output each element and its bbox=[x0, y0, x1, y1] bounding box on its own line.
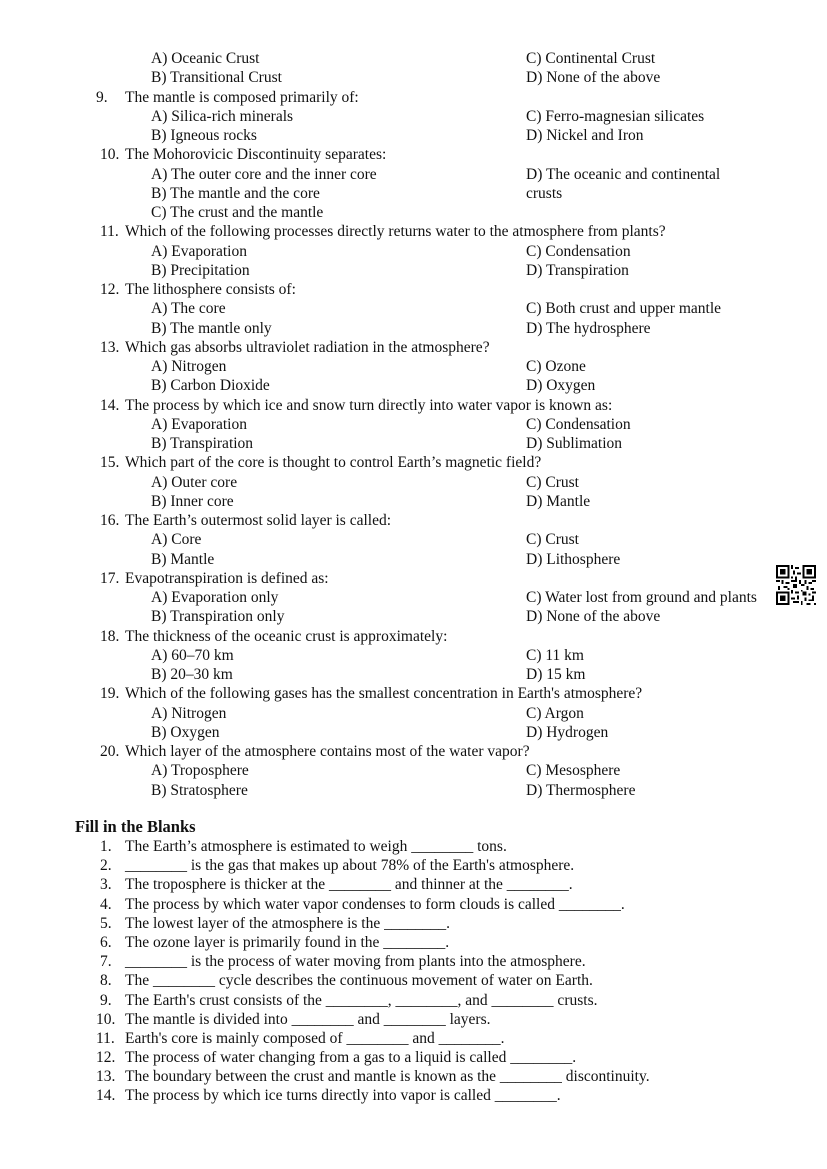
item-number: 14. bbox=[96, 1087, 116, 1105]
options-row bbox=[0, 646, 827, 665]
question-text: Which part of the core is thought to control Earth’s magnetic field? bbox=[125, 454, 542, 472]
item-number: 8. bbox=[100, 972, 112, 990]
option-c: C) Continental Crust bbox=[526, 50, 656, 67]
option-c: C) Mesosphere bbox=[526, 762, 621, 780]
option-d: D) Sublimation bbox=[526, 435, 623, 452]
question-text: The mantle is composed primarily of: bbox=[125, 88, 359, 106]
list-item bbox=[0, 856, 827, 875]
options-row bbox=[0, 588, 827, 607]
fill-in-blanks-heading: Fill in the Blanks bbox=[75, 817, 196, 836]
options-row bbox=[0, 434, 827, 453]
question-text: Which of the following gases has the smallest concentration in Earth's atmosphere? bbox=[125, 685, 643, 703]
item-number: 12. bbox=[96, 1049, 116, 1067]
list-item bbox=[0, 914, 827, 933]
item-text: The process of water changing from a gas to a liquid is called ________. bbox=[125, 1049, 577, 1067]
item-text: The Earth’s atmosphere is estimated to weigh ________ tons. bbox=[125, 838, 507, 855]
item-text: The troposphere is thicker at the ________ and thinner at the ________. bbox=[125, 876, 573, 894]
list-item bbox=[0, 1048, 827, 1067]
item-text: The mantle is divided into ________ and ________ layers. bbox=[125, 1010, 491, 1028]
options-row bbox=[0, 665, 827, 684]
option-c: C) Crust bbox=[526, 473, 579, 491]
option-a: A) The core bbox=[151, 300, 226, 318]
item-number: 9. bbox=[100, 991, 112, 1009]
options-row bbox=[0, 704, 827, 723]
options-row bbox=[0, 530, 827, 549]
option-b: B) Inner core bbox=[151, 492, 234, 510]
item-number: 7. bbox=[100, 953, 112, 971]
option-b: B) Transitional Crust bbox=[151, 69, 282, 87]
list-item bbox=[0, 875, 827, 894]
option-d: D) Lithosphere bbox=[526, 550, 621, 568]
option-a: A) Nitrogen bbox=[151, 358, 227, 375]
option-a: A) Evaporation bbox=[151, 415, 247, 433]
item-text: The process by which ice turns directly into vapor is called ________. bbox=[125, 1087, 561, 1105]
question-number: 15. bbox=[100, 454, 120, 472]
option-d: D) The hydrosphere bbox=[526, 319, 651, 337]
options-row bbox=[0, 357, 827, 376]
question-row bbox=[0, 684, 827, 703]
option-c: C) Condensation bbox=[526, 415, 631, 433]
question-number: 18. bbox=[100, 627, 120, 645]
option-a: A) Oceanic Crust bbox=[151, 50, 260, 67]
option-d: D) Thermosphere bbox=[526, 781, 636, 799]
question-text: The lithosphere consists of: bbox=[125, 281, 296, 298]
option-a: A) Evaporation only bbox=[151, 589, 279, 606]
question-number: 14. bbox=[100, 396, 120, 414]
item-text: The boundary between the crust and mantle is known as the ________ discontinuity. bbox=[125, 1068, 650, 1086]
option-d: D) Nickel and Iron bbox=[526, 127, 644, 144]
item-number: 5. bbox=[100, 914, 112, 932]
options-row bbox=[0, 492, 827, 511]
item-number: 2. bbox=[100, 857, 112, 875]
option-a: A) Evaporation bbox=[151, 242, 247, 260]
options-row bbox=[0, 203, 827, 222]
question-text: Evapotranspiration is defined as: bbox=[125, 569, 329, 587]
multiple-choice-section bbox=[0, 49, 827, 800]
question-number: 17. bbox=[100, 569, 120, 587]
question-row bbox=[0, 396, 827, 415]
question-text: The process by which ice and snow turn directly into water vapor is known as: bbox=[125, 396, 613, 414]
item-number: 11. bbox=[96, 1029, 115, 1047]
question-number: 16. bbox=[100, 512, 120, 529]
option-a: A) Nitrogen bbox=[151, 704, 227, 722]
option-c: C) Argon bbox=[526, 704, 584, 722]
option-d-continued: crusts bbox=[526, 184, 563, 202]
options-row bbox=[0, 261, 827, 280]
question-number: 13. bbox=[100, 338, 120, 356]
option-c: C) Crust bbox=[526, 531, 579, 549]
option-c: C) Both crust and upper mantle bbox=[526, 300, 721, 318]
option-b: B) 20–30 km bbox=[151, 666, 233, 683]
list-item bbox=[0, 1010, 827, 1029]
item-number: 13. bbox=[96, 1068, 116, 1086]
option-a: A) Core bbox=[151, 531, 202, 549]
option-b: B) Stratosphere bbox=[151, 781, 248, 799]
option-d: D) The oceanic and continental bbox=[526, 165, 721, 183]
question-row bbox=[0, 145, 827, 164]
option-c: C) Water lost from ground and plants bbox=[526, 589, 757, 606]
options-row bbox=[0, 319, 827, 338]
item-number: 3. bbox=[100, 876, 112, 894]
options-row bbox=[0, 49, 827, 68]
item-text: The process by which water vapor condenses to form clouds is called ________. bbox=[125, 895, 625, 913]
question-row bbox=[0, 511, 827, 530]
question-row bbox=[0, 627, 827, 646]
options-row bbox=[0, 165, 827, 184]
item-text: The ozone layer is primarily found in the ________. bbox=[125, 933, 450, 951]
option-d: D) None of the above bbox=[526, 608, 661, 626]
option-b: B) Carbon Dioxide bbox=[151, 377, 270, 395]
option-b: B) The mantle only bbox=[151, 319, 272, 337]
option-c: C) Ferro-magnesian silicates bbox=[526, 107, 705, 125]
item-number: 4. bbox=[100, 895, 112, 913]
option-d: D) Mantle bbox=[526, 492, 591, 510]
option-c: C) The crust and the mantle bbox=[151, 204, 324, 221]
item-text: The Earth's crust consists of the ________, ________, and ________ crusts. bbox=[125, 991, 598, 1009]
list-item bbox=[0, 1067, 827, 1086]
option-c: C) 11 km bbox=[526, 646, 584, 664]
option-a: A) Silica-rich minerals bbox=[151, 107, 294, 125]
option-d: D) None of the above bbox=[526, 69, 661, 87]
options-row bbox=[0, 376, 827, 395]
option-c: C) Condensation bbox=[526, 242, 631, 260]
options-row bbox=[0, 242, 827, 261]
options-row bbox=[0, 68, 827, 87]
item-text: ________ is the process of water moving from plants into the atmosphere. bbox=[125, 953, 586, 971]
option-b: B) Transpiration only bbox=[151, 608, 285, 626]
question-row bbox=[0, 280, 827, 299]
question-text: The Earth’s outermost solid layer is called: bbox=[125, 512, 392, 529]
question-number: 20. bbox=[100, 743, 120, 760]
question-text: Which layer of the atmosphere contains most of the water vapor? bbox=[125, 743, 530, 760]
question-row bbox=[0, 569, 827, 588]
option-a: A) Troposphere bbox=[151, 762, 249, 780]
options-row bbox=[0, 184, 827, 203]
options-row bbox=[0, 107, 827, 126]
options-row bbox=[0, 550, 827, 569]
question-number: 10. bbox=[100, 146, 120, 164]
list-item bbox=[0, 837, 827, 856]
list-item bbox=[0, 952, 827, 971]
options-row bbox=[0, 126, 827, 145]
fill-in-blanks-list bbox=[0, 837, 827, 1106]
option-b: B) Transpiration bbox=[151, 435, 254, 452]
qr-code-icon bbox=[776, 565, 816, 605]
item-text: Earth's core is mainly composed of ________ and ________. bbox=[125, 1029, 505, 1047]
question-row bbox=[0, 222, 827, 241]
item-number: 1. bbox=[100, 838, 112, 855]
question-text: Which gas absorbs ultraviolet radiation in the atmosphere? bbox=[125, 338, 490, 356]
list-item bbox=[0, 933, 827, 952]
question-number: 9. bbox=[96, 88, 108, 106]
option-b: B) The mantle and the core bbox=[151, 184, 320, 202]
options-row bbox=[0, 781, 827, 800]
list-item bbox=[0, 1029, 827, 1048]
options-row bbox=[0, 723, 827, 742]
question-row bbox=[0, 453, 827, 472]
list-item bbox=[0, 895, 827, 914]
option-b: B) Precipitation bbox=[151, 261, 250, 279]
option-a: A) 60–70 km bbox=[151, 646, 234, 664]
option-a: A) The outer core and the inner core bbox=[151, 165, 377, 183]
item-number: 10. bbox=[96, 1010, 116, 1028]
question-text: The thickness of the oceanic crust is approximately: bbox=[125, 627, 448, 645]
options-row bbox=[0, 415, 827, 434]
option-d: D) Oxygen bbox=[526, 377, 596, 395]
option-b: B) Igneous rocks bbox=[151, 127, 257, 144]
question-number: 12. bbox=[100, 281, 120, 298]
option-a: A) Outer core bbox=[151, 473, 238, 491]
option-c: C) Ozone bbox=[526, 358, 586, 375]
option-d: D) Transpiration bbox=[526, 261, 629, 279]
options-row bbox=[0, 607, 827, 626]
item-text: ________ is the gas that makes up about 78% of the Earth's atmosphere. bbox=[125, 857, 575, 875]
question-text: The Mohorovicic Discontinuity separates: bbox=[125, 146, 387, 164]
option-b: B) Mantle bbox=[151, 550, 215, 568]
options-row bbox=[0, 761, 827, 780]
item-number: 6. bbox=[100, 933, 112, 951]
question-text: Which of the following processes directly returns water to the atmosphere from plants? bbox=[125, 223, 666, 241]
list-item bbox=[0, 1086, 827, 1105]
question-number: 11. bbox=[100, 223, 119, 241]
options-row bbox=[0, 473, 827, 492]
option-d: D) Hydrogen bbox=[526, 723, 609, 741]
list-item bbox=[0, 991, 827, 1010]
option-d: D) 15 km bbox=[526, 666, 586, 683]
question-row bbox=[0, 88, 827, 107]
question-row bbox=[0, 742, 827, 761]
list-item bbox=[0, 971, 827, 990]
item-text: The lowest layer of the atmosphere is the ________. bbox=[125, 914, 450, 932]
question-number: 19. bbox=[100, 685, 120, 703]
question-row bbox=[0, 338, 827, 357]
option-b: B) Oxygen bbox=[151, 723, 220, 741]
item-text: The ________ cycle describes the continuous movement of water on Earth. bbox=[125, 972, 593, 990]
options-row bbox=[0, 299, 827, 318]
